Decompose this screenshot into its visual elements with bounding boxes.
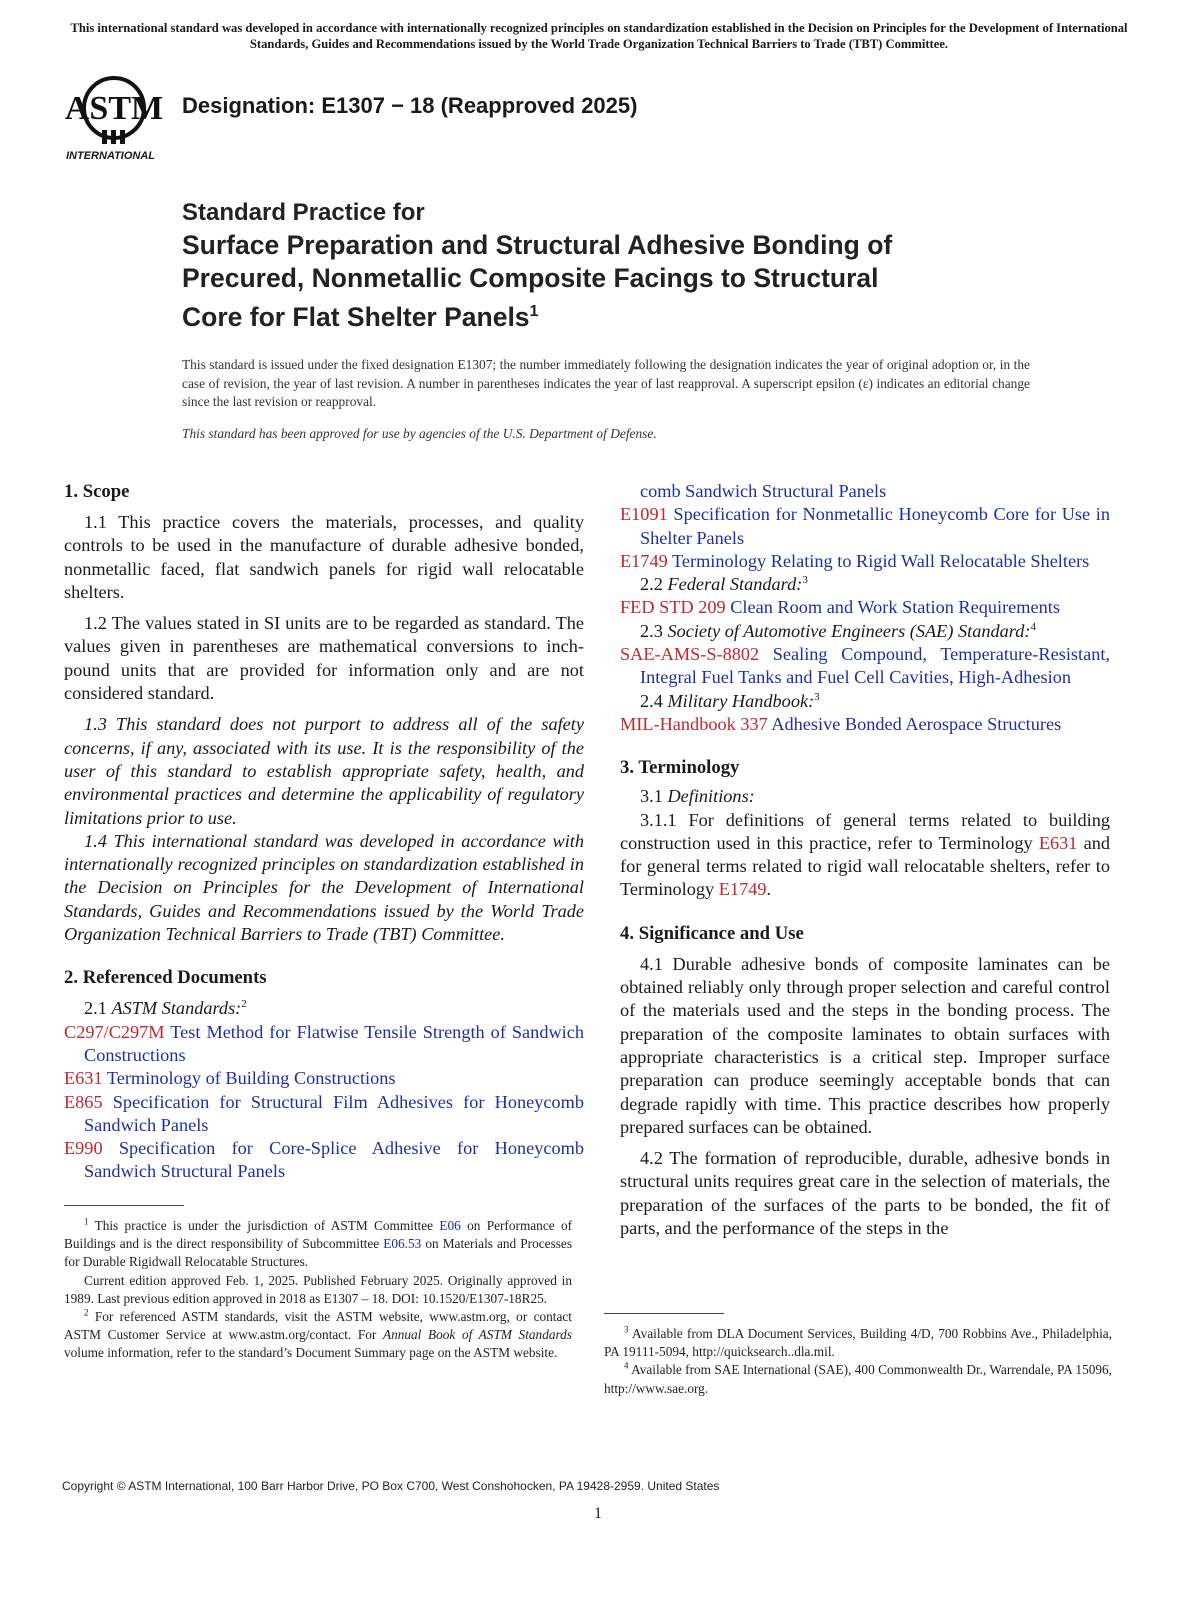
footnote-4: $^4$ Available from SAE International (SAE), 400 Commonwealth Dr., Warrendale, PA 15096, http://www.sae.org. [604,1360,1113,1396]
para-3-1-1: 3.1.1 For definitions of general terms related to building construction used in this practice, refer to Terminology E631 and for general terms related to rigid wall relocatable shelters, refer to Terminology E1749. [620,809,1110,900]
link-e06-53[interactable]: E06.53 [383,1236,422,1252]
designation: Designation: E1307 − 18 (Reapproved 2025) [182,93,638,118]
para-1-1: 1.1 This practice covers the materials, processes, and quality controls to be used in the manufacture of durable adhesive bonded, nonmetallic faced, flat sandwich panels for rigid wall relocatable shelters. [64,512,584,602]
ref-e990-cont[interactable]: comb Sandwich Structural Panels [640,481,887,501]
astm-logo [62,70,166,166]
title-line-4: Core for Flat Shelter Panels [182,301,530,332]
ref-fed-std-209[interactable]: FED STD 209 Clean Room and Work Station Requirements [620,597,1060,618]
para-1-4: 1.4 This international standard was developed in accordance with internationally recognized principles on standardization established in the Decision on Principles for the Development of International Standards, Guides and Recommendations issued by the World Trade Organization Technical Barriers to Trade (TBT) Committee. [64,830,584,945]
astm-standards-label: 2.1 ASTM Standards:$^2$ [84,998,247,1019]
ref-sae-ams[interactable]: SAE-AMS-S-8802 Sealing Compound, Temperature-Resistant, Integral Fuel Tanks and Fuel Cell Cavities, High-Adhesion [620,644,1110,688]
ref-e631[interactable]: E631 Terminology of Building Constructions [64,1068,396,1089]
link-e06[interactable]: E06 [439,1218,461,1233]
footnotes-right [604,1325,1112,1398]
para-4-2: 4.2 The formation of reproducible, durable, adhesive bonds in structural units requires great care in the selection of materials, the preparation of the surfaces of the parts to be bonded, the fit of parts, and the performance of the steps in the [620,1148,1110,1239]
footnote-rule-right [604,1313,724,1314]
link-e1749[interactable]: E1749 [718,879,767,900]
dod-note: This standard has been approved for use by agencies of the U.S. Department of Defense. [182,426,657,441]
footnote-1-edition: Current edition approved Feb. 1, 2025. Published February 2025. Originally approved in 1989. Last previous edition approved in 2018 as E1307 – 18. DOI: 10.1520/E1307-18R25. [64,1272,572,1306]
ref-c297[interactable]: C297/C297M Test Method for Flatwise Tensile Strength of Sandwich Constructions [64,1021,584,1065]
title-line-3: Precured, Nonmetallic Composite Facings to Structural [182,263,879,293]
para-4-1: 4.1 Durable adhesive bonds of composite laminates can be obtained reliably only through proper selection and careful control of the materials used and the steps in the bonding process. The preparation of the composite laminates to obtain surfaces with appropriate characteristics is a critical step. Improper surface preparation can produce seemingly acceptable bonds that can degrade rapidly with time. This practice describes how properly prepared surfaces can be obtained. [620,953,1110,1137]
sae-standard-label: 2.3 Society of Automotive Engineers (SAE) Standard:$^4$ [640,620,1036,641]
ref-e1091[interactable]: E1091 Specification for Nonmetallic Honeycomb Core for Use in Shelter Panels [620,504,1110,548]
issuance-note: This standard is issued under the fixed designation E1307; the number immediately following the designation indicates the year of original adoption or, in the case of revision, the year of last revision. A number in parentheses indicates the year of last reapproval. A superscript epsilon (ε) indicates an editorial change since the last revision or reapproval. [182,357,1030,409]
significance-heading: 4. Significance and Use [620,922,804,944]
ref-mil-hdbk-337[interactable]: MIL-Handbook 337 Adhesive Bonded Aerospace Structures [620,713,1062,734]
para-1-3: 1.3 This standard does not purport to address all of the safety concerns, if any, associated with its use. It is the responsibility of the user of this standard to establish appropriate safety, health, and environmental practices and determine the applicability of regulatory limitations prior to use. [64,714,584,828]
ref-e1749[interactable]: E1749 Terminology Relating to Rigid Wall Relocatable Shelters [620,550,1090,571]
military-handbook-label: 2.4 Military Handbook:$^3$ [640,690,820,711]
footnote-3: $^3$ Available from DLA Document Services, Building 4/D, 700 Robbins Ave., Philadelphia, PA 19111-5094, http://quicksearch..dla.mil. [604,1324,1112,1360]
tbt-notice: This international standard was developed in accordance with internationally recognized principles on standardization established in the Decision on Principles for the Development of International Standards, Guides and Recommendations issued by the World Trade Organization Technical Barriers to Trade (TBT) Committee. [70,21,1128,51]
scope-heading: 1. Scope [64,481,130,502]
title-line-2: Surface Preparation and Structural Adhesive Bonding of [182,230,893,260]
link-e631[interactable]: E631 [1038,832,1078,853]
ref-e865[interactable]: E865 Specification for Structural Film Adhesives for Honeycomb Sandwich Panels [64,1091,584,1135]
title-footnote-mark: 1 [529,303,539,320]
copyright-line: Copyright © ASTM International, 100 Barr Harbor Drive, PO Box C700, West Conshohocken, PA 19428-2959. United States [62,1479,720,1493]
federal-standard-label: 2.2 Federal Standard:$^3$ [640,574,808,595]
ref-e990[interactable]: E990 Specification for Core-Splice Adhesive for Honeycomb Sandwich Structural Panels [64,1138,584,1182]
terminology-heading: 3. Terminology [620,757,740,779]
svg-text:ASTM: ASTM [64,90,164,127]
page-number: 1 [594,1505,602,1522]
footnote-rule-left [64,1205,184,1206]
para-1-2: 1.2 The values stated in SI units are to be regarded as standard. The values given in parentheses are mathematical conversions to inch-pound units that are provided for information only and are not considered standard. [64,613,584,704]
referenced-heading: 2. Referenced Documents [64,967,267,989]
footnotes-left [64,1217,572,1363]
definitions-label: 3.1 Definitions: [640,786,755,807]
title-line-1: Standard Practice for [182,199,425,226]
footnote-2: $^2$ For referenced ASTM standards, visit the ASTM website, www.astm.org, or contact ASTM Customer Service at www.astm.org/contact. For Annual Book of ASTM Standards volume information, refer to the standard’s Document Summary page on the ASTM website. [64,1307,572,1361]
footnote-1: $^1$ This practice is under the jurisdiction of ASTM Committee E06 on Performance of Buildings and is the direct responsibility of Subcommittee E06.53 on Materials and Processes for Durable Rigidwall Relocatable Structures. [64,1216,573,1270]
logo-wordmark: INTERNATIONAL [66,150,156,162]
document-title [182,197,1042,334]
